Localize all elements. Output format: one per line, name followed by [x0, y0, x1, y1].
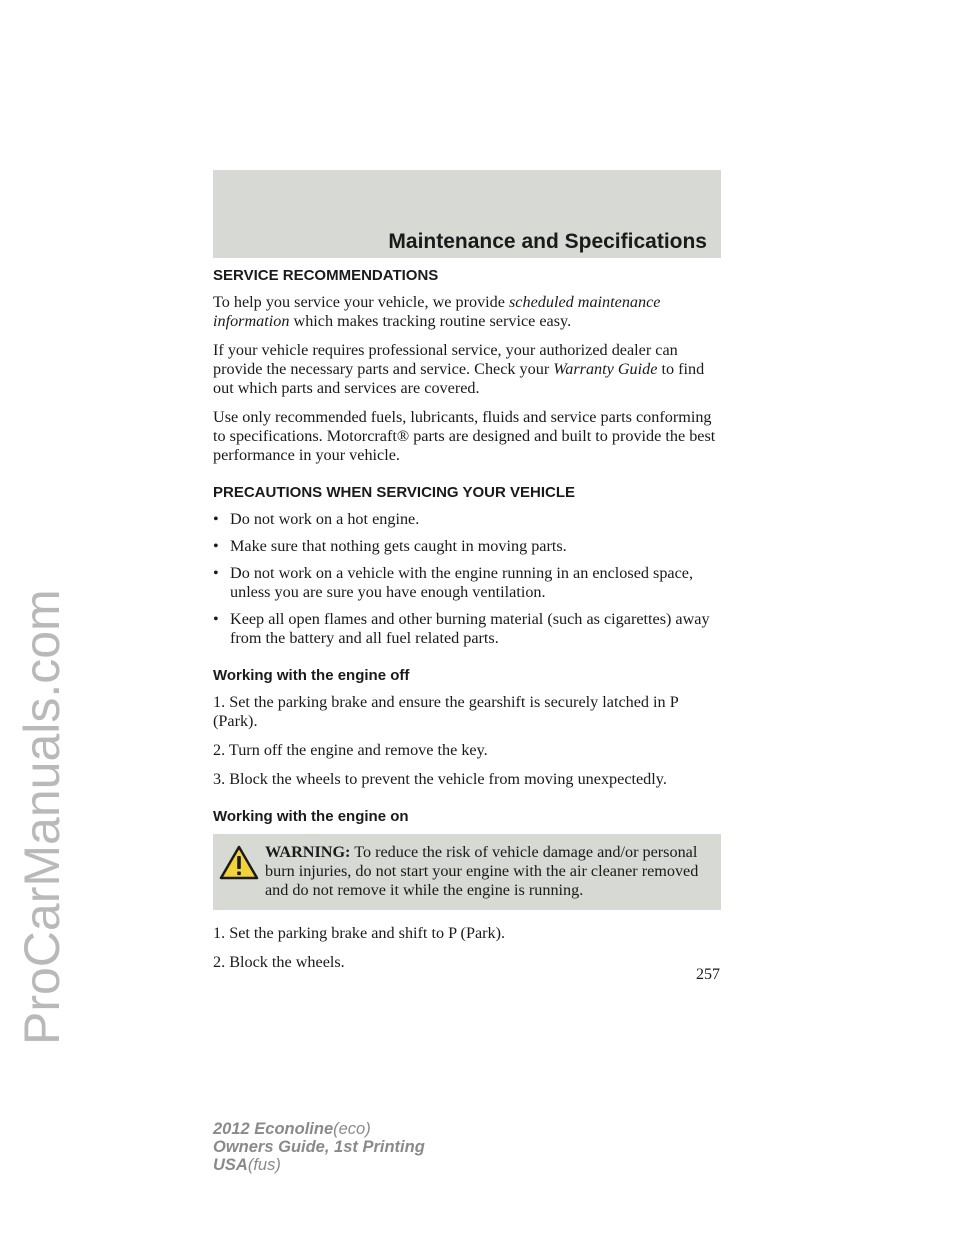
step-engine-on-1: 1. Set the parking brake and shift to P (Park).	[213, 924, 506, 942]
bullet-dot: •	[213, 564, 219, 582]
footer-line-3	[213, 1156, 425, 1174]
footer-market-code: (fus)	[247, 1156, 281, 1174]
footer-model: 2012 Econoline	[213, 1120, 334, 1138]
heading-engine-off: Working with the engine off	[213, 667, 410, 684]
page-content	[213, 266, 721, 982]
warning-label: WARNING:	[265, 843, 351, 861]
italic-scheduled-maintenance: scheduled maintenance information	[213, 293, 661, 330]
footer-model-code: (eco)	[333, 1120, 371, 1138]
section-header-band	[213, 170, 721, 258]
list-item-text: Keep all open flames and other burning material (such as cigarettes) away from the battery and all fuel related parts.	[230, 610, 710, 647]
watermark-text: ProCarManuals.com	[14, 589, 70, 1045]
step-engine-on-2: 2. Block the wheels.	[213, 953, 345, 971]
paragraph-service-intro	[213, 293, 721, 331]
heading-engine-on: Working with the engine on	[213, 808, 409, 825]
bullet-dot: •	[213, 537, 219, 555]
paragraph-recommended-parts: Use only recommended fuels, lubricants, fluids and service parts conforming to specifications. Motorcraft® parts are designed and built to provide the best performance in your vehicle.	[213, 408, 716, 464]
page-number: 257	[696, 966, 720, 983]
footer	[213, 1120, 425, 1174]
list-item	[213, 537, 721, 556]
list-item	[213, 564, 721, 602]
warning-body: To reduce the risk of vehicle damage and/or personal burn injuries, do not start your engine with the air cleaner removed and do not remove it while the engine is running.	[265, 843, 699, 899]
precautions-list	[213, 510, 721, 648]
warning-box	[213, 834, 721, 910]
heading-service-recommendations: SERVICE RECOMMENDATIONS	[213, 267, 439, 284]
italic-warranty-guide: Warranty Guide	[553, 360, 658, 378]
bullet-dot: •	[213, 610, 219, 628]
footer-line-1	[213, 1120, 425, 1138]
text-fragment: If your vehicle requires professional service, your authorized dealer can provide the necessary parts and service. Check your	[213, 341, 678, 378]
step-engine-off-1: 1. Set the parking brake and ensure the gearshift is securely latched in P (Park).	[213, 693, 679, 730]
bullet-dot: •	[213, 510, 219, 528]
footer-guide: Owners Guide, 1st Printing	[213, 1138, 425, 1156]
section-title: Maintenance and Specifications	[388, 230, 707, 253]
paragraph-professional-service	[213, 341, 721, 398]
heading-precautions: PRECAUTIONS WHEN SERVICING YOUR VEHICLE	[213, 484, 575, 501]
warning-text	[219, 843, 711, 900]
list-item	[213, 610, 721, 648]
step-engine-off-3: 3. Block the wheels to prevent the vehicle from moving unexpectedly.	[213, 770, 667, 788]
footer-market: USA	[213, 1156, 248, 1174]
footer-line-2	[213, 1138, 425, 1156]
text-fragment: to find out which parts and services are covered.	[213, 360, 705, 397]
side-watermark	[4, 240, 74, 1060]
list-item-text: Do not work on a vehicle with the engine running in an enclosed space, unless you are sure you have enough ventilation.	[230, 564, 694, 601]
list-item-text: Make sure that nothing gets caught in moving parts.	[230, 537, 567, 555]
step-engine-off-2: 2. Turn off the engine and remove the key.	[213, 741, 488, 759]
text-fragment: To help you service your vehicle, we provide	[213, 293, 509, 311]
list-item	[213, 510, 721, 529]
warning-triangle-icon	[219, 845, 265, 883]
list-item-text: Do not work on a hot engine.	[230, 510, 420, 528]
text-fragment: which makes tracking routine service easy.	[289, 312, 572, 330]
